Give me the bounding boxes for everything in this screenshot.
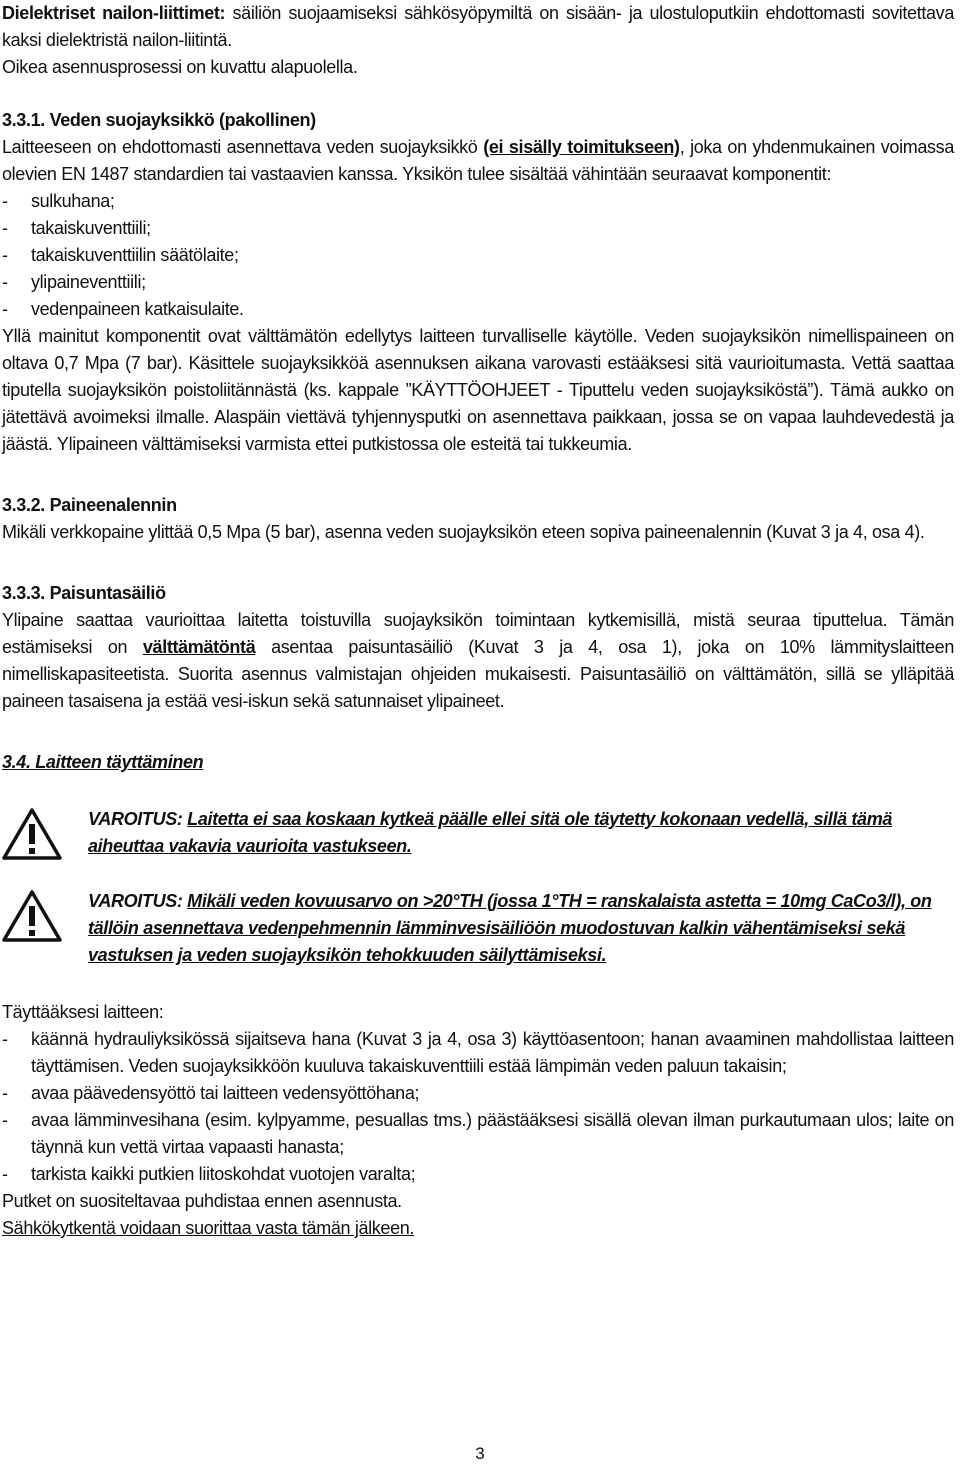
- list-item: - avaa lämminvesihana (esim. kylpyamme, pesuallas tms.) päästääksesi sisällä olevan ilman purkautumaan ulos; laite on täynnä kun vettä virtaa vapaasti hanasta;: [2, 1110, 954, 1157]
- intro-text: säiliön suojaamiseksi sähkösyöpymiltä on sisään- ja ulostuloputkiin ehdottomasti sovitettava kaksi dielektristä nailon-liitintä.: [2, 3, 954, 50]
- list-item: - takaiskuventtiilin säätölaite;: [2, 245, 239, 265]
- component-list: [2, 188, 954, 323]
- document-page: [2, 0, 954, 1242]
- warning-block-1: [2, 806, 954, 866]
- warning-text: Laitetta ei saa koskaan kytkeä päälle ellei sitä ole täytetty kokonaan vedellä, sillä tämä aiheuttaa vakavia vaurioita vastukseen.: [88, 809, 893, 856]
- cleaning-note: Putket on suositeltavaa puhdistaa ennen asennusta.: [2, 1191, 402, 1211]
- intro-paragraph: [2, 0, 954, 54]
- fill-steps-list: [2, 1026, 954, 1188]
- electrical-note: Sähkökytkentä voidaan suorittaa vasta tämän jälkeen.: [2, 1218, 415, 1238]
- warning-label: VAROITUS:: [88, 891, 183, 911]
- list-item: - vedenpaineen katkaisulaite.: [2, 299, 244, 319]
- list-item: - avaa päävedensyöttö tai laitteen vedensyöttöhana;: [2, 1083, 420, 1103]
- page-number: 3: [475, 1444, 485, 1463]
- warning-text: Mikäli veden kovuusarvo on >20°TH (jossa 1°TH = ranskalaista astetta = 10mg CaCo3/l), on tällöin asennettava vedenpehmennin lämminvesisäiliöön muodostuvan kalkin vähentämiseksi sekä vastuksen ja veden suojayksikön tehokkuuden säilyttämiseksi.: [88, 891, 932, 965]
- list-item: - tarkista kaikki putkien liitoskohdat vuotojen varalta;: [2, 1164, 416, 1184]
- section-332-heading: 3.3.2. Paineenalennin: [2, 495, 177, 515]
- warning-icon: [2, 808, 62, 860]
- s333-p-b: välttämätöntä: [142, 637, 256, 657]
- warning-block-2: [2, 888, 954, 969]
- warning-label: VAROITUS:: [88, 809, 183, 829]
- section-333-paragraph: [2, 607, 954, 715]
- section-331-paragraph2: Yllä mainitut komponentit ovat välttämätön edellytys laitteen turvalliselle käytölle. Veden suojayksikön nimellispaineen on oltava 0,7 Mpa (7 bar). Käsittele suojayksikköä asennuksen aikana varovasti estääksesi sitä vaurioitumasta. Vettä saattaa tiputella suojayksikön poistoliitännästä (ks. kappale ”KÄYTTÖOHJEET - Tiputtelu veden suojayksiköstä”). Tämä aukko on jätettävä avoimeksi ilmalle. Alaspäin viettävä tyhjennysputki on asennettava paikkaan, jossa se on vapaa lauhdevedestä ja jäästä. Ylipaineen välttämiseksi varmista ettei putkistossa ole esteitä tai tukkeumia.: [2, 326, 954, 454]
- section-332-paragraph: Mikäli verkkopaine ylittää 0,5 Mpa (5 bar), asenna veden suojayksikön eteen sopiva paineenalennin (Kuvat 3 ja 4, osa 4).: [2, 522, 925, 542]
- s331-p1-b: (ei sisälly toimitukseen): [483, 137, 680, 157]
- section-333-heading: 3.3.3. Paisuntasäiliö: [2, 583, 166, 603]
- s333-p-a: Ylipaine saattaa vaurioittaa laitetta toistuvilla suojayksikön toimintaan kytkemisillä, mistä seuraa tiputtelua. Tämän estämiseksi on: [2, 610, 954, 657]
- section-331-paragraph1: [2, 134, 954, 188]
- list-item: - takaiskuventtiili;: [2, 218, 151, 238]
- list-item: - ylipaineventtiili;: [2, 272, 146, 292]
- fill-intro: Täyttääksesi laitteen:: [2, 1002, 164, 1022]
- s331-p1-c: , joka on yhdenmukainen voimassa olevien EN 1487 standardien tai vastaavien kanssa. Yksikön tulee sisältää vähintään seuraavat komponentit:: [2, 137, 954, 184]
- list-item: - sulkuhana;: [2, 191, 115, 211]
- list-item: - käännä hydrauliyksikössä sijaitseva hana (Kuvat 3 ja 4, osa 3) käyttöasentoon; hanan avaaminen mahdollistaa laitteen täyttämisen. Veden suojayksikköön kuuluva takaiskuventtiili estää lämpimän veden paluun takaisin;: [2, 1029, 954, 1076]
- s331-p1-a: Laitteeseen on ehdottomasti asennettava veden suojayksikkö: [2, 137, 484, 157]
- s333-p-c: asentaa paisuntasäiliö (Kuvat 3 ja 4, osa 1), joka on 10% lämmityslaitteen nimelliskapasiteetista. Suorita asennus valmistajan ohjeiden mukaisesti. Paisuntasäiliö on välttämätön, sillä se ylläpitää paineen tasaisena ja estää vesi-iskun sekä satunnaiset ylipaineet.: [2, 637, 954, 711]
- section-331-heading: 3.3.1. Veden suojayksikkö (pakollinen): [2, 110, 316, 130]
- section-34-heading: 3.4. Laitteen täyttäminen: [2, 752, 204, 772]
- warning-icon: [2, 890, 62, 942]
- intro-bold-label: Dielektriset nailon-liittimet:: [2, 3, 226, 23]
- intro-line2: Oikea asennusprosessi on kuvattu alapuolella.: [2, 57, 358, 77]
